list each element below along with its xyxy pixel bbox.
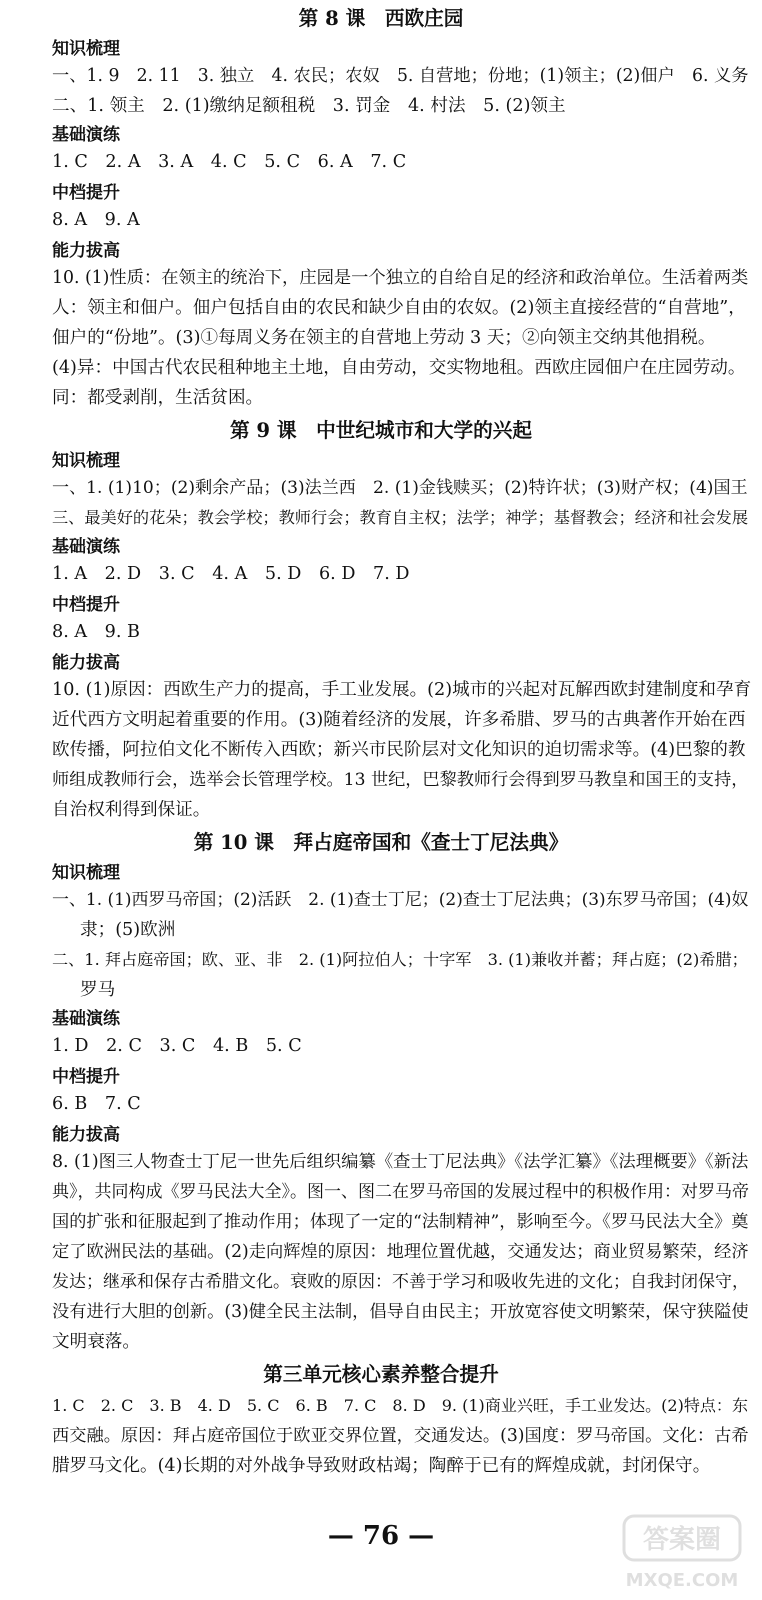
lesson-9-basic-heading: 基础演练 (52, 537, 120, 557)
lesson-8-advanced-line-1: 10. (1)性质：在领主的统治下，庄园是一个独立的自给自足的经济和政治单位。生活着两类 (52, 268, 749, 288)
lesson-9-mid-heading: 中档提升 (52, 595, 120, 615)
lesson-10-advanced-line-4: 定了欧洲民法的基础。(2)走向辉煌的原因：地理位置优越，交通发达；商业贸易繁荣，经济 (52, 1242, 749, 1262)
lesson-10-mid-answers: 6. B 7. C (52, 1094, 141, 1114)
lesson-10-advanced-line-5: 发达；继承和保存古希腊文化。衰败的原因：不善于学习和吸收先进的文化；自我封闭保守， (52, 1272, 749, 1292)
lesson-8-advanced-line-2: 人：领主和佃户。佃户包括自由的农民和缺少自由的农奴。(2)领主直接经营的“自营地”， (52, 298, 746, 318)
lesson-8-advanced-line-4: (4)异：中国古代农民租种地主土地，自由劳动，交实物地租。西欧庄园佃户在庄园劳动。 (52, 358, 746, 378)
lesson-10-advanced-line-7: 文明衰落。 (52, 1332, 140, 1352)
lesson-10-mid-heading: 中档提升 (52, 1067, 120, 1087)
lesson-8-knowledge-heading: 知识梳理 (52, 39, 120, 59)
unit-3-line-1: 1. C 2. C 3. B 4. D 5. C 6. B 7. C 8. D 9. (1)商业兴旺，手工业发达。(2)特点：东 (52, 1396, 748, 1415)
unit-3-title: 第三单元核心素养整合提升 (263, 1363, 499, 1386)
lesson-8-mid-answers: 8. A 9. A (52, 210, 140, 230)
lesson-10-advanced-line-2: 典》，共同构成《罗马民法大全》。图一、图二在罗马帝国的发展过程中的积极作用：对罗马帝 (52, 1182, 749, 1202)
unit-3-line-3: 腊罗马文化。(4)长期的对外战争导致财政枯竭；陶醉于已有的辉煌成就，封闭保守。 (52, 1456, 711, 1476)
lesson-10-advanced-line-3: 国的扩张和征服起到了推动作用；体现了一定的“法制精神”，影响至今。《罗马民法大全》奠 (52, 1212, 749, 1232)
lesson-9-advanced-line-5: 自治权利得到保证。 (52, 800, 211, 820)
lesson-9-advanced-line-4: 师组成教师行会，选举会长管理学校。13 世纪，巴黎教师行会得到罗马教皇和国王的支持， (52, 770, 749, 790)
lesson-10-knowledge-heading: 知识梳理 (52, 863, 120, 883)
lesson-8-advanced-line-3: 佃户的“份地”。(3)①每周义务在领主的自营地上劳动 3 天；②向领主交纳其他捐税。 (52, 328, 716, 348)
lesson-9-advanced-line-2: 近代西方文明起着重要的作用。(3)随着经济的发展，许多希腊、罗马的古典著作开始在西 (52, 710, 746, 730)
unit-3-line-2: 西交融。原因：拜占庭帝国位于欧亚交界位置，交通发达。(3)国度：罗马帝国。文化：古希 (52, 1426, 749, 1446)
lesson-8-knowledge-line-1: 一、1. 9 2. 11 3. 独立 4. 农民；农奴 5. 自营地；份地；(1)领主；(2)佃户 6. 义务 (52, 66, 749, 86)
lesson-9-knowledge-heading: 知识梳理 (52, 451, 120, 471)
lesson-10-knowledge-line-2-cont: 罗马 (80, 980, 116, 1000)
lesson-9-knowledge-line-1: 一、1. (1)10；(2)剩余产品；(3)法兰西 2. (1)金钱赎买；(2)特许状；(3)财产权；(4)国王 (52, 478, 748, 498)
lesson-8-mid-heading: 中档提升 (52, 183, 120, 203)
lesson-10-knowledge-line-2: 二、1. 拜占庭帝国；欧、亚、非 2. (1)阿拉伯人；十字军 3. (1)兼收并蓄；拜占庭；(2)希腊； (52, 950, 748, 969)
lesson-8-basic-answers: 1. C 2. A 3. A 4. C 5. C 6. A 7. C (52, 152, 407, 172)
lesson-9-basic-answers: 1. A 2. D 3. C 4. A 5. D 6. D 7. D (52, 564, 410, 584)
lesson-9-title: 第 9 课 中世纪城市和大学的兴起 (229, 419, 533, 442)
lesson-10-advanced-line-1: 8. (1)图三人物查士丁尼一世先后组织编纂《查士丁尼法典》《法学汇纂》《法理概要》《新法 (52, 1152, 749, 1172)
lesson-10-title: 第 10 课 拜占庭帝国和《查士丁尼法典》 (193, 831, 569, 854)
lesson-10-advanced-line-6: 没有进行大胆的创新。(3)健全民主法制，倡导自由民主；开放宽容使文明繁荣，保守狭隘使 (52, 1302, 749, 1322)
lesson-9-mid-answers: 8. A 9. B (52, 622, 140, 642)
lesson-9-advanced-line-1: 10. (1)原因：西欧生产力的提高，手工业发展。(2)城市的兴起对瓦解西欧封建制度和孕育 (52, 680, 752, 700)
lesson-10-advanced-heading: 能力拔高 (52, 1125, 120, 1145)
watermark-text: 答案圈 (642, 1525, 722, 1555)
lesson-10-basic-heading: 基础演练 (52, 1009, 120, 1029)
lesson-8-title: 第 8 课 西欧庄园 (298, 7, 464, 30)
lesson-10-knowledge-line-1: 一、1. (1)西罗马帝国；(2)活跃 2. (1)查士丁尼；(2)查士丁尼法典；(3)东罗马帝国；(4)奴 (52, 890, 749, 910)
lesson-8-knowledge-line-2: 二、1. 领主 2. (1)缴纳足额租税 3. 罚金 4. 村法 5. (2)领主 (52, 96, 566, 116)
lesson-9-knowledge-line-2: 三、最美好的花朵；教会学校；教师行会；教育自主权；法学；神学；基督教会；经济和社会发展 (52, 508, 749, 527)
lesson-8-advanced-heading: 能力拔高 (52, 241, 120, 261)
watermark-url: MXQE.COM (625, 1570, 739, 1591)
lesson-10-basic-answers: 1. D 2. C 3. C 4. B 5. C (52, 1036, 302, 1056)
lesson-10-knowledge-line-1-cont: 隶；(5)欧洲 (80, 920, 176, 940)
lesson-8-advanced-line-5: 同：都受剥削，生活贫困。 (52, 388, 264, 408)
watermark-logo (620, 1512, 744, 1594)
lesson-8-basic-heading: 基础演练 (52, 125, 120, 145)
page-number: — 76 — (327, 1521, 435, 1551)
lesson-9-advanced-heading: 能力拔高 (52, 653, 120, 673)
lesson-9-advanced-line-3: 欧传播，阿拉伯文化不断传入西欧；新兴市民阶层对文化知识的迫切需求等。(4)巴黎的教 (52, 740, 746, 760)
